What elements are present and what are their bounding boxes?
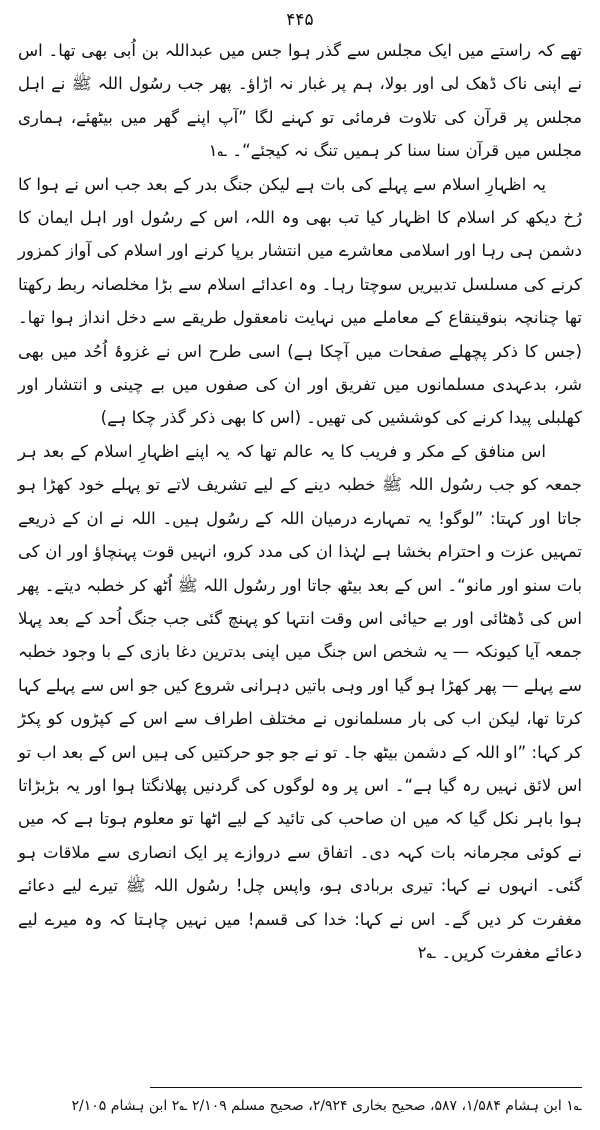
paragraph: تھے کہ راستے میں ایک مجلس سے گذر ہوا جس میں عبداللہ بن اُبی بھی تھا۔ اس نے اپنی ناک ڈھک لی اور بولا، ہم پر غبار نہ اڑاؤ۔ پھر جب رسُول اللہ ﷺ نے اہل مجلس پر قرآن کی تلاوت فرمائی تو کہنے لگا ”آپ اپنے گھر میں بیٹھئے، ہماری مجلس میں قرآن سنا سنا کر ہمیں تنگ نہ کیجئے“۔ ؎۱ bbox=[18, 41, 582, 161]
body-text bbox=[18, 34, 582, 969]
footnotes: ؎۱ ابن ہشام ۱/۵۸۴، ۵۸۷، صحیح بخاری ۲/۹۲۴، صحیح مسلم ۲/۱۰۹ ؎۲ ابن ہشام ۲/۱۰۵ bbox=[71, 1098, 582, 1114]
paragraph: یہ اظہارِ اسلام سے پہلے کی بات ہے لیکن جنگ بدر کے بعد جب اس نے ہوا کا رُخ دیکھ کر اسلام کا اظہار کیا تب بھی وہ اللہ، اس کے رسُول اور اہل ایمان کا دشمن ہی رہا اور اسلامی معاشرے میں انتشار برپا کرنے اور اسلام کی آواز کمزور کرنے کی مسلسل تدبیریں سوچتا رہا۔ وہ اعدائے اسلام سے بڑا مخلصانہ ربط رکھتا تھا چنانچہ بنوقینقاع کے معاملے میں نہایت نامعقول طریقے سے دخل انداز ہوا تھا۔ (جس کا ذکر پچھلے صفحات میں آچکا ہے) اسی طرح اس نے غزوۂ اُحُد میں بھی شر، بدعہدی مسلمانوں میں تفریق اور ان کی صفوں میں بے چینی و انتشار اور کھلبلی پیدا کرنے کی کوششیں کی تھیں۔ (اس کا بھی ذکر گذر چکا ہے) bbox=[18, 174, 582, 428]
page-number: ۴۴۵ bbox=[286, 10, 314, 30]
paragraph: اس منافق کے مکر و فریب کا یہ عالم تھا کہ یہ اپنے اظہارِ اسلام کے بعد ہر جمعہ کو جب رسُول اللہ ﷺ خطبہ دینے کے لیے تشریف لاتے تو پہلے خود کھڑا ہو جاتا اور کہتا: ”لوگو! یہ تمہارے درمیان اللہ کے رسُول ہیں۔ اللہ نے ان کے ذریعے تمہیں عزت و احترام بخشا ہے لہٰذا ان کی مدد کرو، انہیں قوت پہنچاؤ اور ان کی بات سنو اور مانو“۔ اس کے بعد بیٹھ جاتا اور رسُول اللہ ﷺ اُٹھ کر خطبہ دیتے۔ پھر اس کی ڈھٹائی اور بے حیائی اس وقت انتہا کو پہنچ گئی جب جنگ اُحد کے بعد پہلا جمعہ آیا کیونکہ — یہ شخص اس جنگ میں اپنی بدترین دغا بازی کے با وجود خطبہ سے پہلے — پھر کھڑا ہو گیا اور وہی باتیں دہرانی شروع کیں جو اس سے پہلے کہا کرتا تھا، لیکن اب کی بار مسلمانوں نے مختلف اطراف سے اس کے کپڑوں کو پکڑ کر کہا: ”او اللہ کے دشمن بیٹھ جا۔ تو نے جو جو حرکتیں کی ہیں اس کے بعد اب تو اس لائق نہیں رہ گیا ہے“۔ اس پر وہ لوگوں کی گردنیں پھلانگتا ہوا اور یہ بڑبڑاتا ہوا باہر نکل گیا کہ میں ان صاحب کی تائید کے لیے اٹھا تو معلوم ہوتا ہے کہ میں نے کوئی مجرمانہ بات کہہ دی۔ اتفاق سے دروازے پر ایک انصاری سے ملاقات ہو گئی۔ انہوں نے کہا: تیری بربادی ہو، واپس چل! رسُول اللہ ﷺ تیرے لیے دعائے مغفرت کر دیں گے۔ اس نے کہا: خدا کی قسم! میں نہیں چاہتا کہ وہ میرے لیے دعائے مغفرت کریں۔ ؎۲ bbox=[18, 441, 582, 962]
footnote-divider bbox=[150, 1087, 582, 1088]
